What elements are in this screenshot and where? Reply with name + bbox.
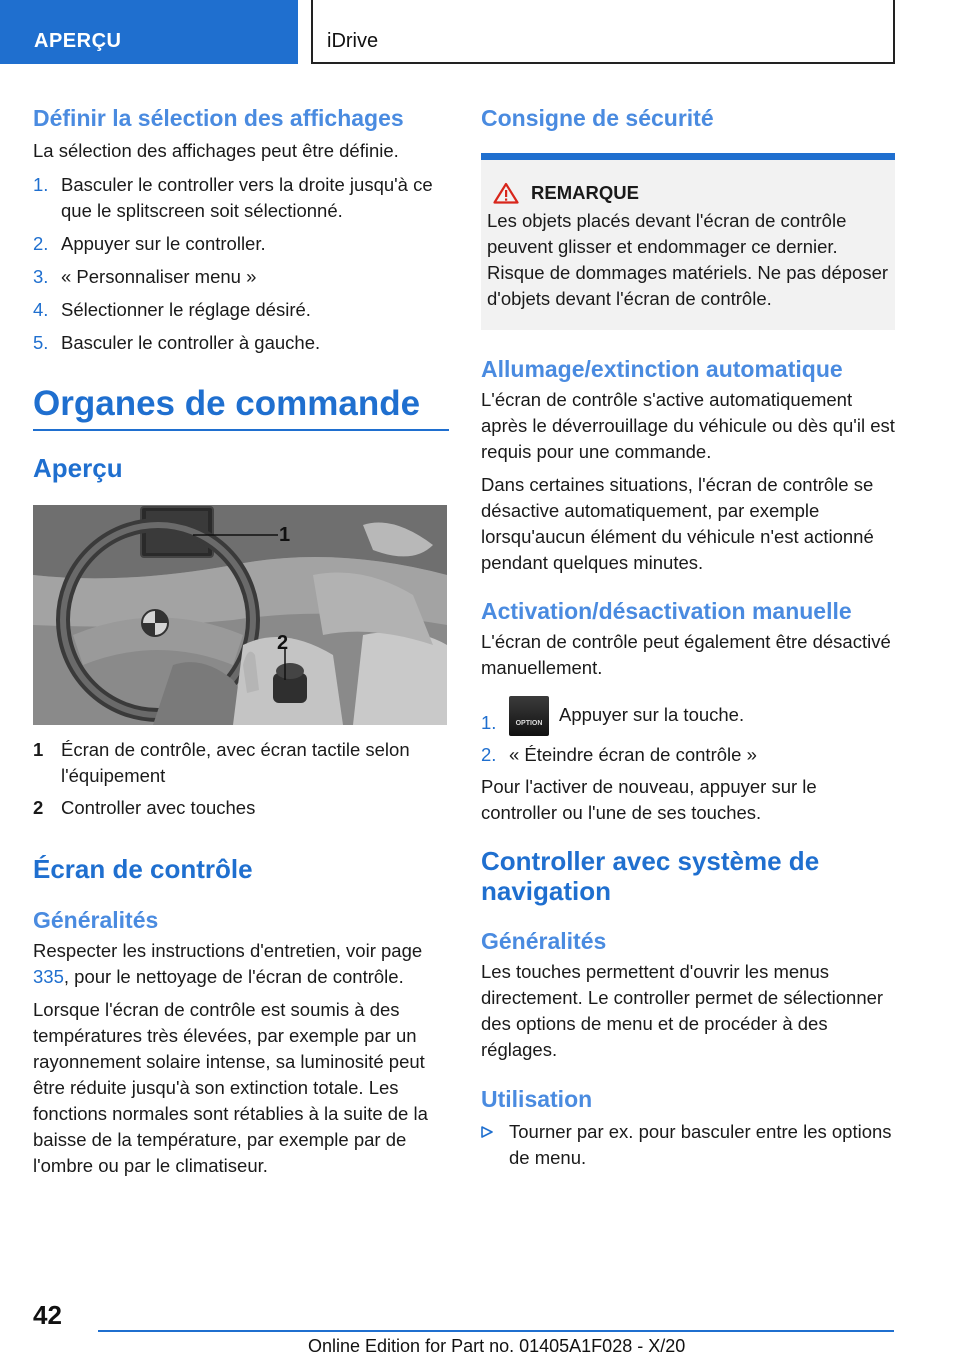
legend-item: 1 Écran de contrôle, avec écran tactile selon l'équipement: [33, 739, 410, 786]
list-item: 3. « Personnaliser menu »: [33, 266, 257, 287]
list-item: 2. Appuyer sur le controller.: [33, 233, 266, 254]
page-number: 42: [33, 1300, 62, 1330]
organs-heading: Organes de commande: [33, 384, 421, 423]
selection-heading: Définir la sélection des affichages: [33, 105, 404, 131]
general-heading: Généralités: [33, 907, 159, 933]
figure-callout-2: 2: [277, 632, 289, 654]
auto-paragraph-2: Dans certaines situations, l'écran de contrôle se désactive automatiquement, par exemple lorsqu'aucun élément du véhicule n'est actionné pendant quelques minutes.: [481, 474, 874, 573]
manual-heading: Activation/désactivation manuelle: [481, 598, 852, 624]
legend-item: 2 Controller avec touches: [33, 797, 256, 818]
nav-general-heading: Généralités: [481, 928, 607, 954]
manual-steps: [481, 696, 895, 768]
general-paragraph-2: Lorsque l'écran de contrôle est soumis à des températures très élevées, par exemple par un rayonnement solaire intense, sa luminosité peut être réduite jusqu'à son extinction totale. Les fonctions normales sont rétablies à la suite de la baisse de la température, par exemple par de l'ombre ou par le climatiseur.: [33, 999, 428, 1176]
page-link[interactable]: 335: [33, 966, 64, 987]
warning-triangle-icon: [493, 182, 519, 204]
general-paragraph-1: Respecter les instructions d'entretien, voir page 335, pour le nettoyage de l'écran de contrôle.: [33, 940, 423, 987]
heading-rule: [33, 429, 449, 431]
list-item: 1. Basculer le controller vers la droite jusqu'à ce que le splitscreen soit sélectionné.: [33, 174, 433, 221]
selection-intro: La sélection des affichages peut être définie.: [33, 140, 399, 161]
nav-general-paragraph: Les touches permettent d'ouvrir les menus directement. Le controller permet de sélectionner des options de menu et de procéder à des réglages.: [481, 961, 884, 1060]
header-section-label: APERÇU: [34, 30, 122, 52]
header-chapter-label: iDrive: [327, 30, 379, 52]
footer-rule: [98, 1330, 894, 1332]
apercu-heading: Aperçu: [33, 453, 123, 483]
nav-heading: Controller avec système de navigation: [481, 846, 820, 906]
use-heading: Utilisation: [481, 1086, 593, 1112]
left-column: [33, 96, 449, 1179]
selection-steps: [33, 172, 449, 356]
list-item: 5. Basculer le controller à gauche.: [33, 332, 321, 353]
manual-paragraph-2: Pour l'activer de nouveau, appuyer sur le controller ou l'une de ses touches.: [481, 776, 817, 823]
auto-heading: Allumage/extinction automatique: [481, 356, 843, 382]
option-button-label: OPTION: [515, 720, 543, 727]
figure-callout-1: 1: [279, 524, 291, 546]
figure-legend: [33, 737, 449, 821]
cockpit-drawing: [33, 505, 447, 725]
manual-paragraph-1: L'écran de contrôle peut également être désactivé manuellement.: [481, 631, 891, 678]
warning-text: Les objets placés devant l'écran de contrôle peuvent glisser et endommager ce dernier. Risque de dommages matériels. Ne pas déposer d'objets devant l'écran de contrôle.: [487, 210, 889, 309]
warning-title: [487, 180, 889, 206]
warning-label: REMARQUE: [531, 182, 639, 203]
right-column: [481, 96, 895, 1171]
warning-box: [481, 160, 895, 330]
use-list: [481, 1119, 895, 1171]
warning-bar: [481, 153, 895, 160]
header-section-tab: [0, 0, 298, 64]
ecran-heading: Écran de contrôle: [33, 854, 253, 884]
list-item: 4. Sélectionner le réglage désiré.: [33, 299, 311, 320]
footer-edition: Online Edition for Part no. 01405A1F028 - X/20: [308, 1336, 686, 1356]
cockpit-illustration: [33, 505, 447, 725]
list-item: 1. OPTION Appuyer sur la touche.: [481, 696, 895, 736]
option-button-icon: [509, 696, 549, 736]
bullet-triangle-icon: [481, 1126, 493, 1138]
list-item: Tourner par ex. pour basculer entre les options de menu.: [481, 1119, 895, 1171]
auto-paragraph-1: L'écran de contrôle s'active automatiquement après le déverrouillage du véhicule ou dès qu'il est requis pour une commande.: [481, 389, 895, 462]
safety-heading: Consigne de sécurité: [481, 105, 714, 131]
list-item: 2. « Éteindre écran de contrôle »: [481, 744, 757, 765]
header-chapter-box: [311, 0, 895, 64]
